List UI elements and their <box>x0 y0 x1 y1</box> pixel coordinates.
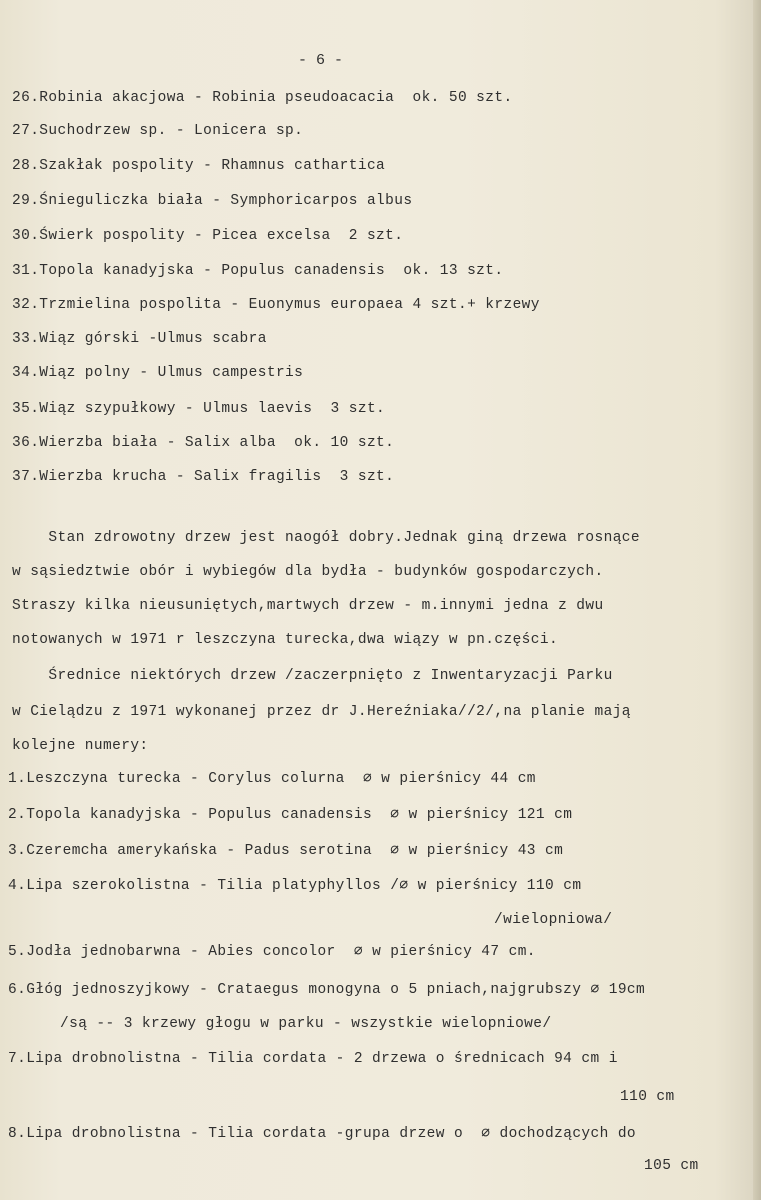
page-edge <box>753 0 761 1200</box>
paragraph-line: w Cielądzu z 1971 wykonanej przez dr J.Hereźniaka//2/,na planie mają <box>12 704 631 720</box>
diameter-item: 3.Czeremcha amerykańska - Padus serotina ∅ w pierśnicy 43 cm <box>8 843 564 859</box>
paragraph-line: Stan zdrowotny drzew jest naogół dobry.Jednak giną drzewa rosnące <box>12 530 640 546</box>
diameter-item: 8.Lipa drobnolistna - Tilia cordata -grupa drzew o ∅ dochodzących do <box>8 1126 637 1142</box>
species-list-item: 31.Topola kanadyjska - Populus canadensis ok. 13 szt. <box>12 263 504 279</box>
diameter-item-continuation: /wielopniowa/ <box>494 912 613 928</box>
diameter-item: 7.Lipa drobnolistna - Tilia cordata - 2 drzewa o średnicach 94 cm i <box>8 1051 618 1067</box>
species-list-item: 29.Śnieguliczka biała - Symphoricarpos albus <box>12 193 413 209</box>
paragraph-line: w sąsiedztwie obór i wybiegów dla bydła - budynków gospodarczych. <box>12 564 604 580</box>
paragraph-line: kolejne numery: <box>12 738 149 754</box>
species-list-item: 37.Wierzba krucha - Salix fragilis 3 szt. <box>12 469 395 485</box>
diameter-item-continuation: 110 cm <box>620 1089 675 1105</box>
diameter-item-continuation: 105 cm <box>644 1158 699 1174</box>
paragraph-line: notowanych w 1971 r leszczyna turecka,dwa wiązy w pn.części. <box>12 632 559 648</box>
species-list-item: 33.Wiąz górski -Ulmus scabra <box>12 331 267 347</box>
paragraph-line: Straszy kilka nieusuniętych,martwych drzew - m.innymi jedna z dwu <box>12 598 604 614</box>
page-number: - 6 - <box>298 52 344 69</box>
diameter-item: 2.Topola kanadyjska - Populus canadensis ∅ w pierśnicy 121 cm <box>8 807 573 823</box>
species-list-item: 27.Suchodrzew sp. - Lonicera sp. <box>12 123 304 139</box>
species-list-item: 30.Świerk pospolity - Picea excelsa 2 szt. <box>12 228 404 244</box>
diameter-item: 5.Jodła jednobarwna - Abies concolor ∅ w pierśnicy 47 cm. <box>8 944 536 960</box>
diameter-item-continuation: /są -- 3 krzewy głogu w parku - wszystkie wielopniowe/ <box>60 1016 552 1032</box>
diameter-item: 4.Lipa szerokolistna - Tilia platyphyllos /∅ w pierśnicy 110 cm <box>8 878 582 894</box>
species-list-item: 28.Szakłak pospolity - Rhamnus cathartica <box>12 158 386 174</box>
species-list-item: 35.Wiąz szypułkowy - Ulmus laevis 3 szt. <box>12 401 386 417</box>
species-list-item: 34.Wiąz polny - Ulmus campestris <box>12 365 304 381</box>
diameter-item: 1.Leszczyna turecka - Corylus colurna ∅ w pierśnicy 44 cm <box>8 771 536 787</box>
species-list-item: 36.Wierzba biała - Salix alba ok. 10 szt. <box>12 435 395 451</box>
species-list-item: 26.Robinia akacjowa - Robinia pseudoacacia ok. 50 szt. <box>12 90 513 106</box>
diameter-item: 6.Głóg jednoszyjkowy - Crataegus monogyna o 5 pniach,najgrubszy ∅ 19cm <box>8 982 646 998</box>
paragraph-line: Średnice niektórych drzew /zaczerpnięto z Inwentaryzacji Parku <box>12 668 613 684</box>
species-list-item: 32.Trzmielina pospolita - Euonymus europaea 4 szt.+ krzewy <box>12 297 540 313</box>
